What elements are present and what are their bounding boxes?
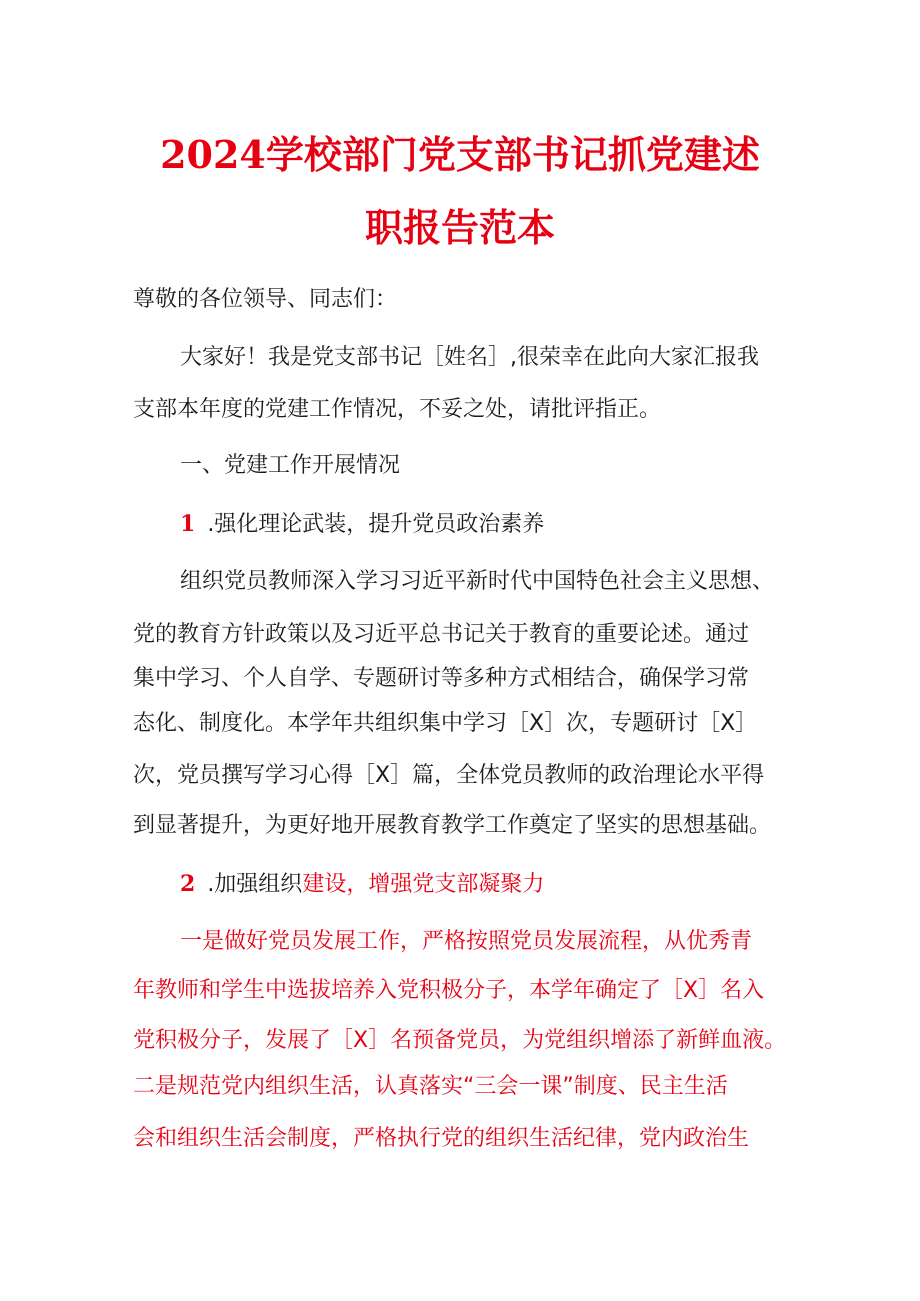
- item-1-heading: [180, 509, 795, 540]
- section-1-heading: 一、党建工作开展情况: [180, 453, 401, 478]
- item-2-paragraph-line: 党积极分子，发展了［X］名预备党员，为党组织增添了新鲜血液。: [133, 1028, 787, 1053]
- intro-line-2: 支部本年度的党建工作情况，不妥之处，请批评指正。: [133, 397, 662, 422]
- item-2-paragraph-line: 年教师和学生中选拔培养入党积极分子，本学年确定了［X］名入: [133, 978, 765, 1003]
- item-1-paragraph-line: 党的教育方针政策以及习近平总书记关于教育的重要论述。通过: [133, 622, 750, 647]
- item-1-number: 1: [180, 511, 196, 537]
- item-2-heading: [180, 869, 795, 900]
- item-1-paragraph-line: 集中学习、个人自学、专题研讨等多种方式相结合，确保学习常: [133, 666, 750, 691]
- item-2-paragraph-line: 一是做好党员发展工作，严格按照党员发展流程，从优秀青: [180, 929, 753, 954]
- greeting: 尊敬的各位领导、同志们：: [133, 287, 398, 312]
- document-title-line-1: 2024学校部门党支部书记抓党建述: [160, 132, 760, 177]
- item-1-paragraph-line: 到显著提升，为更好地开展教育教学工作奠定了坚实的思想基础。: [133, 813, 772, 838]
- item-2-number: 2: [180, 871, 196, 897]
- item-1-paragraph-line: 组织党员教师深入学习习近平新时代中国特色社会主义思想、: [180, 569, 775, 594]
- item-1-paragraph-line: 次，党员撰写学习心得［X］篇，全体党员教师的政治理论水平得: [133, 763, 765, 788]
- intro-line-1: 大家好！我是党支部书记［姓名］,很荣幸在此向大家汇报我: [180, 345, 759, 370]
- document-title-line-2: 职报告范本: [364, 205, 555, 250]
- item-2-text-black: .加强组织: [207, 872, 303, 897]
- item-1-text: .强化理论武装，提升党员政治素养: [207, 512, 545, 537]
- item-2-text-red: 建设，增强党支部凝聚力: [302, 872, 545, 897]
- item-1-paragraph-line: 态化、制度化。本学年共组织集中学习［X］次，专题研讨［X］: [133, 711, 758, 736]
- item-2-paragraph-line: 二是规范党内组织生活，认真落实“三会一课”制度、民主生活: [133, 1074, 728, 1099]
- item-2-paragraph-line: 会和组织生活会制度，严格执行党的组织生活纪律，党内政治生: [133, 1126, 750, 1151]
